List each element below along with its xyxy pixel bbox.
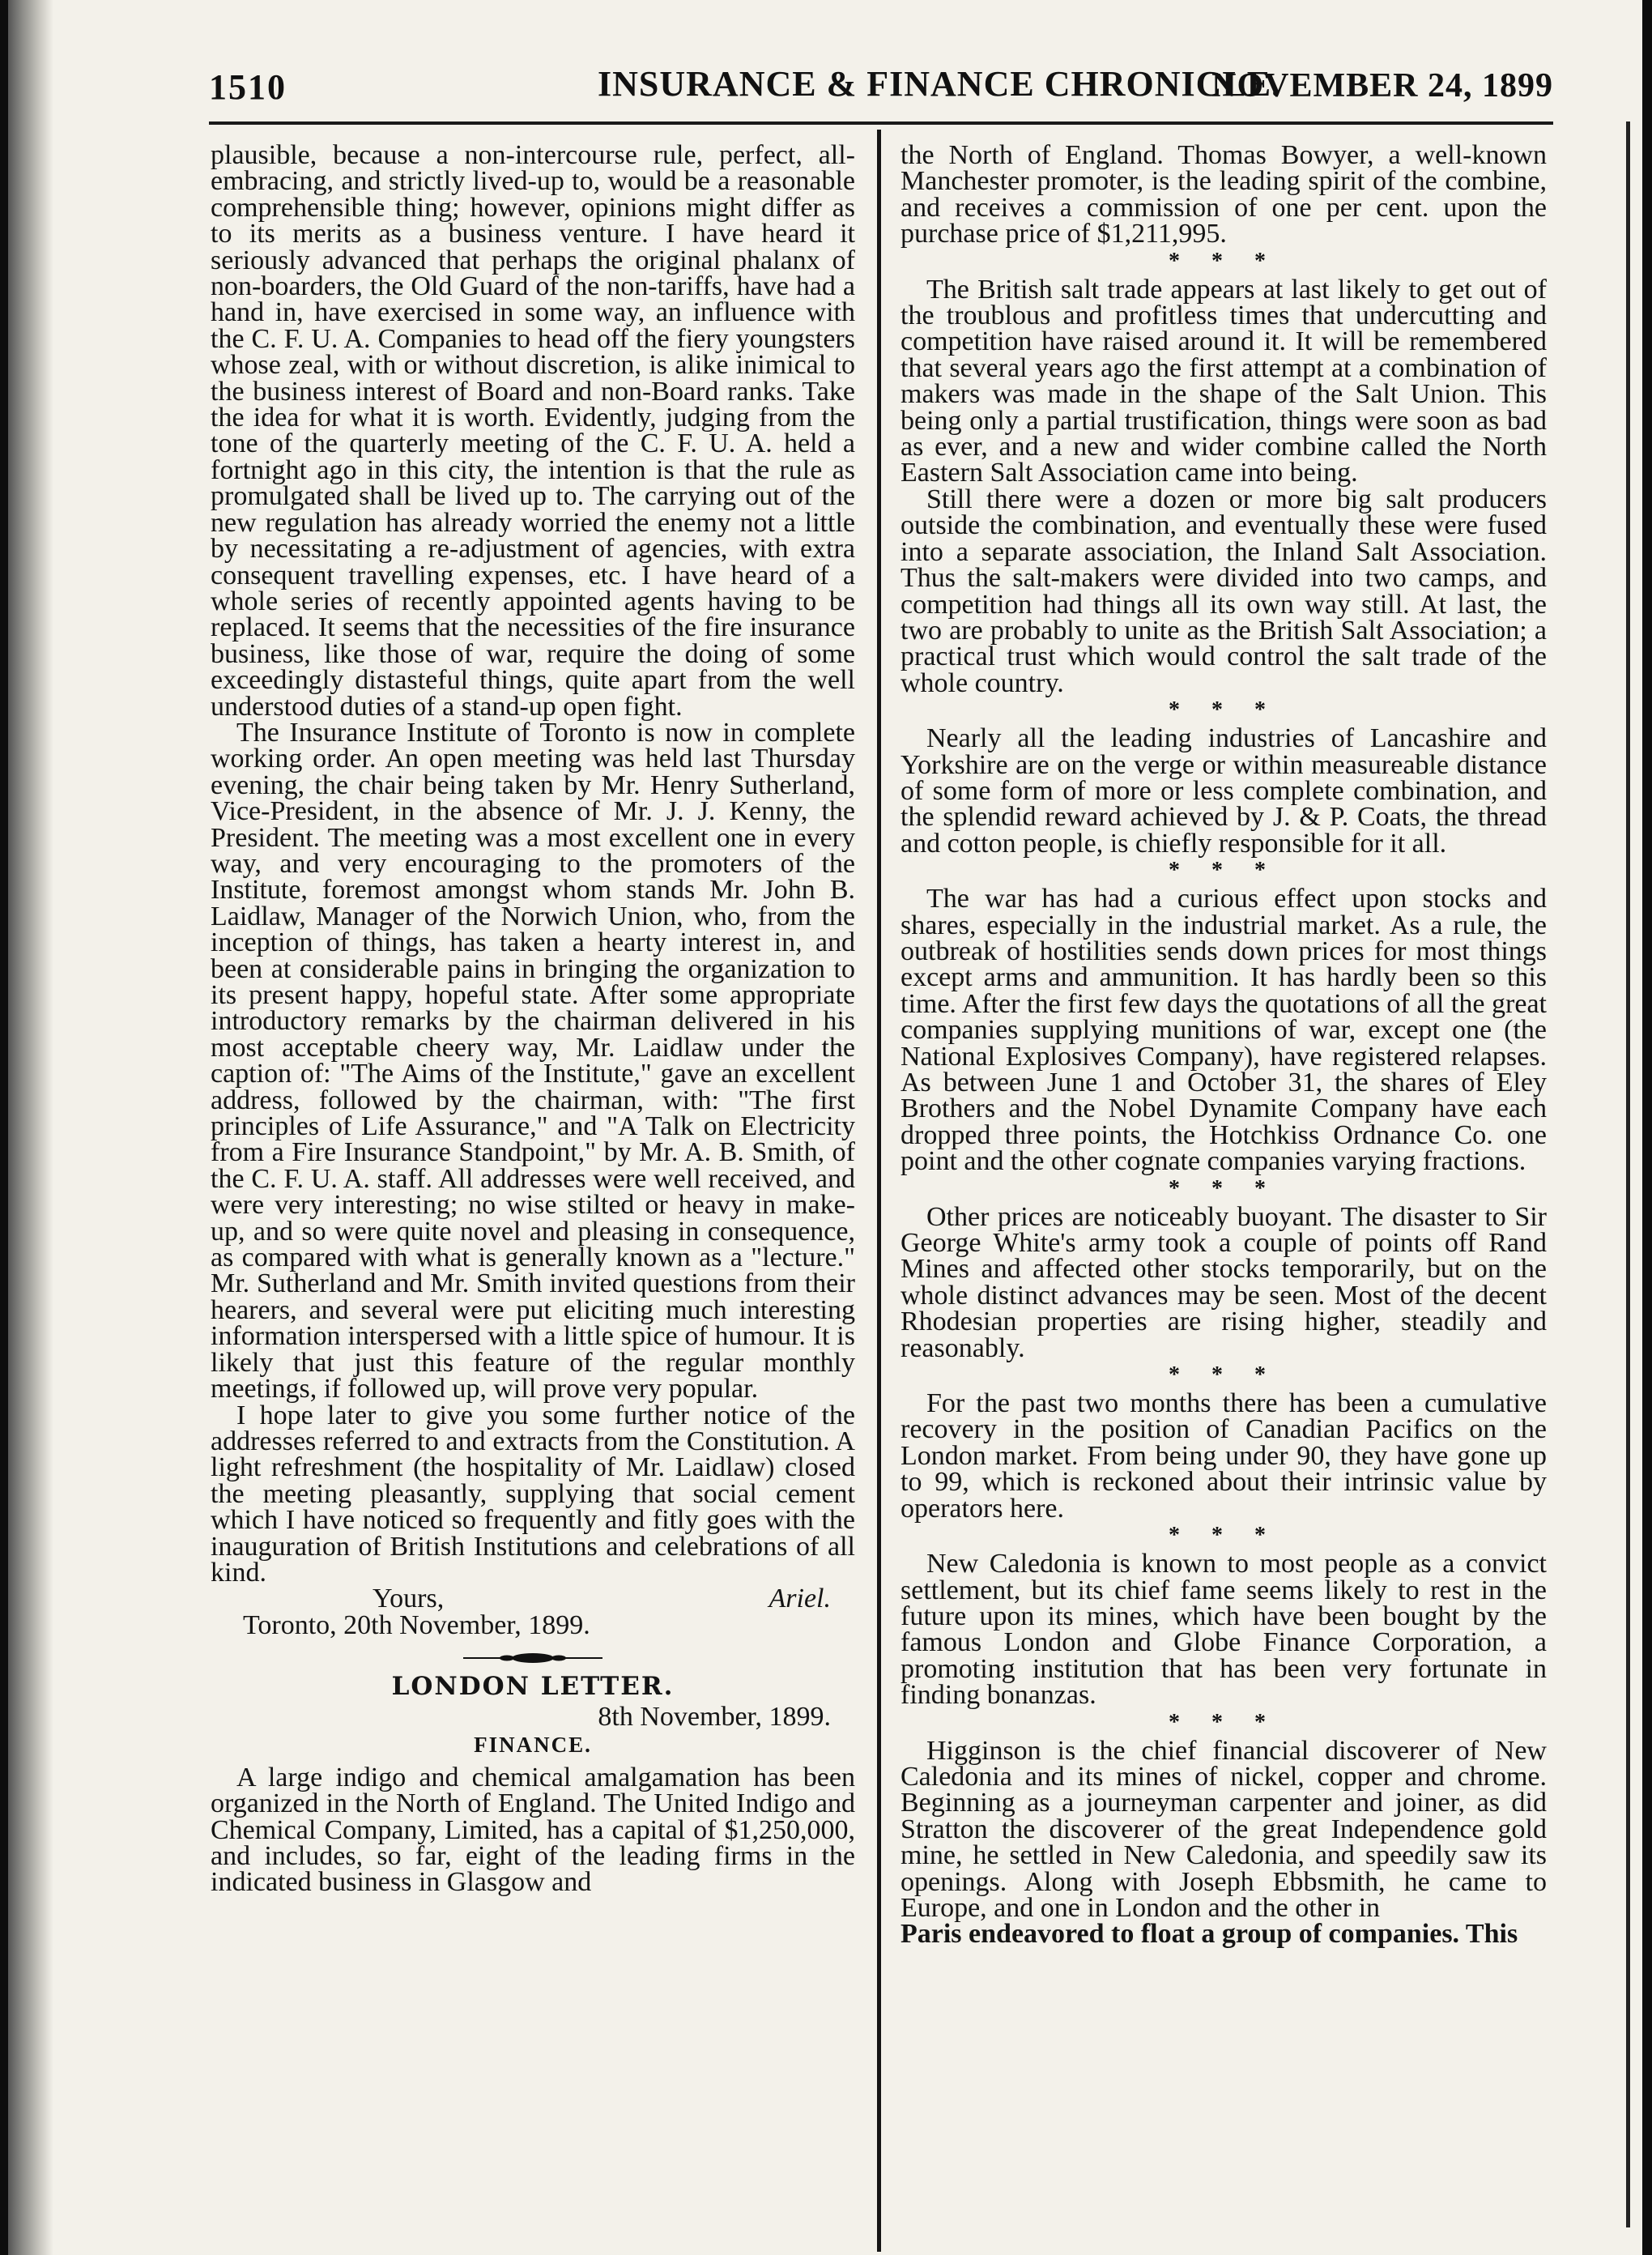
paragraph: The Insurance Institute of Toronto is now in complete working order. An open meeting was held last Thursday evening, the chair being taken by Mr. Henry Sutherland, Vice-President, in the absence of Mr. J. J. Kenny, the President. The meeting was a most excellent one in every way, and very encouraging to the promoters of the Institute, foremost amongst whom stands Mr. John B. Laidlaw, Manager of the Norwich Union, who, from the inception of things, has taken a hearty interest in, and been at considerable pains in bringing the organization to its present happy, hopeful state. After some appropriate introductory remarks by the chairman delivered in his most acceptable cheery way, Mr. Laidlaw under the caption of: "The Aims of the Institute," gave an excellent address, followed by the chairman, with: "The first principles of Life Assurance," and "A Talk on Electricity from a Fire Insurance Standpoint," by Mr. A. B. Smith, of the C. F. U. A. staff. All addresses were well received, and were very interesting; no wise stilted or heavy in make-up, and so were quite novel and pleasing in consequence, as compared with what is generally known as a "lecture." Mr. Sutherland and Mr. Smith invited questions from their hearers, and several were put eliciting much interesting information interspersed with a little spice of humour. It is likely that just this feature of the regular monthly meetings, if followed up, will prove very popular. xyxy=(211,717,855,1405)
paragraph: New Caledonia is known to most people as a convict settlement, but its chief fame seems likely to rest in the future upon its mines, which have been bought by the famous London and Globe Finance Corporation, a promoting institution that has been very fortunate in finding bonanzas. xyxy=(901,1549,1547,1711)
paragraph: Higginson is the chief financial discoverer of New Caledonia and its mines of nickel, copper and chrome. Beginning as a journeyman carpenter and joiner, as did Stratton the discoverer of the great Independence gold mine, he settled in New Caledonia, and speedily saw its openings. Along with Joseph Ebbsmith, he came to Europe, and one in London and the other in xyxy=(901,1735,1547,1923)
issue-date: NOVEMBER 24, 1899 xyxy=(1211,67,1553,104)
header-rule xyxy=(209,121,1553,125)
paragraph: the North of England. Thomas Bowyer, a well-known Manchester promoter, is the leading spirit of the combine, and receives a commission of one per cent. upon the purchase price of $1,211,995. xyxy=(901,140,1547,249)
paragraph: The war has had a curious effect upon stocks and shares, especially in the industrial market. As a rule, the outbreak of hostilities sends down prices for most things except arms and ammunition. It has hardly been so this time. After the first few days the quotations of all the great companies supplying munitions of war, except one (the National Explosives Company), have registered relapses. As between June 1 and October 31, the shares of Eley Brothers and the Nobel Dynamite Company have each dropped three points, the Hotchkiss Ordnance Co. one point and the other cognate companies varying fractions. xyxy=(901,884,1547,1177)
paragraph: I hope later to give you some further notice of the addresses referred to and extracts from the Constitution. A light refreshment (the hospitality of Mr. Laidlaw) closed the meeting pleasantly, supplying that social cement which I have noticed so frequently and fitly goes with the inauguration of British Institutions and celebrations of all kind. xyxy=(211,1400,855,1588)
section-separator: * * * xyxy=(1169,1362,1279,1388)
paragraph: For the past two months there has been a cumulative recovery in the position of Canadian Pacifics on the London market. From being under 90, they have gone up to 99, which is reckoned about their intrinsic value by operators here. xyxy=(901,1388,1547,1524)
paragraph: Other prices are noticeably buoyant. The disaster to Sir George White's army took a couple of points off Rand Mines and affected other stocks temporarily, but on the whole distinct advances may be seen. Most of the decent Rhodesian properties are rising higher, steadily and reasonably. xyxy=(901,1201,1547,1363)
subheading: FINANCE. xyxy=(474,1733,592,1758)
newspaper-page xyxy=(8,0,1642,2255)
page-header xyxy=(209,58,1553,115)
section-heading: LONDON LETTER. xyxy=(391,1671,675,1701)
place-date: Toronto, 20th November, 1899. xyxy=(243,1609,590,1640)
paragraph-continuation: Paris endeavored to float a group of companies. This xyxy=(901,1919,1518,1950)
right-column xyxy=(901,140,1547,1950)
paragraph: A large indigo and chemical amalgamation has been organized in the North of England. The United Indigo and Chemical Company, Limited, has a capital of $1,250,000, and includes, so far, eight of the leading firms in the indicated business in Glasgow and xyxy=(211,1762,855,1898)
section-separator: * * * xyxy=(1169,1175,1279,1201)
section-separator: * * * xyxy=(1169,858,1279,884)
closing: Yours, xyxy=(373,1584,445,1614)
publication-title: INSURANCE & FINANCE CHRONICLE. xyxy=(598,64,1282,104)
section-separator: * * * xyxy=(1169,1523,1279,1549)
section-separator: * * * xyxy=(1169,248,1279,274)
ornamental-divider xyxy=(211,1643,855,1669)
paragraph: Nearly all the leading industries of Lancashire and Yorkshire are on the verge or within measureable distance of some form of more or less complete combination, and the splendid reward achieved by J. & P. Coats, the thread and cotton people, is chiefly responsible for it all. xyxy=(901,723,1547,859)
column-rule xyxy=(877,130,881,2252)
left-column xyxy=(211,140,855,1898)
paragraph: Still there were a dozen or more big salt producers outside the combination, and eventually these were fused into a separate association, the Inland Salt Association. Thus the salt-makers were divided into two camps, and competition had things all its own way still. At last, the two are probably to unite as the British Salt Association; a practical trust which would control the salt trade of the whole country. xyxy=(901,484,1547,698)
page-number: 1510 xyxy=(209,67,287,107)
margin-rule xyxy=(1626,121,1630,2227)
signature-line xyxy=(211,1586,855,1612)
paragraph: plausible, because a non-intercourse rule, perfect, all-embracing, and strictly lived-up to, would be a reasonable comprehensible thing; however, opinions might differ as to its merits as a business venture. I have heard it seriously advanced that perhaps the original phalanx of non-boarders, the Old Guard of the non-tariffs, have had a hand in, have exercised in some way, an influence with the C. F. U. A. Companies to head off the fiery youngsters whose zeal, with or without discretion, is alike inimical to the business interest of Board and non-Board ranks. Take the idea for what it is worth. Evidently, judging from the tone of the quarterly meeting of the C. F. U. A. held a fortnight ago in this city, the intention is that the rule as promulgated shall be lived up to. The carrying out of the new regulation has already worried the enemy not a little by necessitating a re-adjustment of agencies, with extra consequent travelling expenses, etc. I have heard of a whole series of recently appointed agents having to be replaced. It seems that the necessities of the fire insurance business, like those of war, require the doing of some exceedingly distasteful things, quite apart from the well understood duties of a stand-up open fight. xyxy=(211,140,855,722)
dateline: 8th November, 1899. xyxy=(598,1701,831,1732)
section-separator: * * * xyxy=(1169,697,1279,723)
author-signature: Ariel. xyxy=(769,1584,831,1614)
page-binding-shadow xyxy=(8,0,53,2255)
section-separator: * * * xyxy=(1169,1709,1279,1735)
paragraph: The British salt trade appears at last likely to get out of the troublous and profitless times that undercutting and competition have raised around it. It will be remembered that several years ago the first attempt at a combination of makers was made in the shape of the Salt Union. This being only a partial trustification, things were soon as bad as ever, and a new and wider combine called the North Eastern Salt Association came into being. xyxy=(901,274,1547,488)
